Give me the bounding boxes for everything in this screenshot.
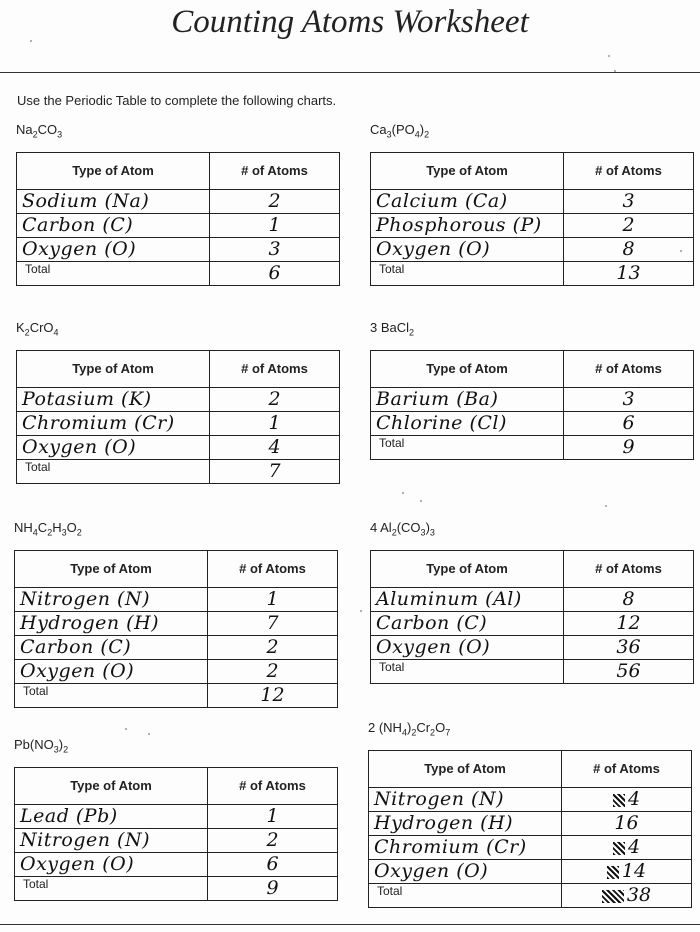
table-row [369,835,692,859]
total-label: Total [17,459,210,483]
atom-name-cell: Calcium (Ca) [371,189,564,213]
table-row [17,435,340,459]
atom-name-cell: Oxygen (O) [369,859,562,883]
total-label: Total [371,659,564,683]
table-row [371,189,694,213]
atom-name-cell: Oxygen (O) [15,659,208,683]
chemical-formula: $K_2CrO_4$ [16,320,59,338]
atom-count-cell: 2 [208,659,338,683]
scribble-mark [613,794,625,807]
atom-count-table [370,152,694,286]
atom-count-cell: 8 [564,237,694,261]
atom-count-cell: 2 [208,828,338,852]
atom-name-cell: Carbon (C) [17,213,210,237]
total-label: Total [15,683,208,707]
table-row [371,237,694,261]
atom-name-cell: Hydrogen (H) [369,811,562,835]
total-row [371,261,694,285]
header-number-of-atoms: # of Atoms [210,152,340,189]
scan-speckle [360,610,362,612]
total-label: Total [17,261,210,285]
header-number-of-atoms: # of Atoms [208,767,338,804]
table-row [369,811,692,835]
table-row [371,411,694,435]
header-number-of-atoms: # of Atoms [564,350,694,387]
atom-count-cell: 3 [564,189,694,213]
atom-name-cell: Lead (Pb) [15,804,208,828]
scribble-mark [602,890,624,903]
chemical-formula: 3 BaCl$_2$ [370,320,415,338]
total-row [17,459,340,483]
total-label: Total [371,435,564,459]
table-row [371,587,694,611]
atom-count-cell: 1 [210,411,340,435]
total-row [371,659,694,683]
atom-count-table [14,767,338,901]
atom-name-cell: Oxygen (O) [371,237,564,261]
atom-count-table [16,152,340,286]
atom-count-cell: 1 [208,587,338,611]
atom-count-cell: 3 [210,237,340,261]
atom-name-cell: Oxygen (O) [15,852,208,876]
table-row [17,387,340,411]
atom-table-block [16,122,340,286]
bottom-divider [0,924,700,925]
atom-name-cell: Oxygen (O) [17,237,210,261]
scan-speckle [125,728,127,730]
atom-count-cell: 6 [208,852,338,876]
atom-count-cell: 6 [564,411,694,435]
atom-table-block [14,737,338,901]
table-row [17,411,340,435]
atom-name-cell: Chlorine (Cl) [371,411,564,435]
scan-speckle [680,250,682,252]
scan-speckle [605,505,607,507]
atom-count-cell: 4 [210,435,340,459]
table-row [15,611,338,635]
atom-count-cell: 36 [564,635,694,659]
scan-speckle [402,492,404,494]
atom-count-cell: 2 [208,635,338,659]
atom-name-cell: Sodium (Na) [17,189,210,213]
chemical-formula: $NH_4C_2H_3O_2$ [14,520,82,538]
title-divider [0,72,700,73]
atom-count-cell: 2 [564,213,694,237]
total-value: 12 [208,683,338,707]
atom-count-cell: 12 [564,611,694,635]
atom-count-table [370,350,694,460]
table-row [17,213,340,237]
table-row [369,787,692,811]
total-row [369,883,692,907]
table-row [371,611,694,635]
atom-name-cell: Chromium (Cr) [17,411,210,435]
table-row [371,387,694,411]
total-label: Total [371,261,564,285]
atom-count-table [370,550,694,684]
total-row [371,435,694,459]
header-number-of-atoms: # of Atoms [208,550,338,587]
atom-count-cell: 14 [562,859,692,883]
chemical-formula: 2 $(NH_4)_2Cr_2O_7$ [368,720,451,738]
chemical-formula: $Na_2CO_3$ [16,122,63,140]
table-row [369,859,692,883]
total-row [17,261,340,285]
scan-speckle [30,40,32,42]
total-value: 9 [564,435,694,459]
atom-name-cell: Carbon (C) [371,611,564,635]
header-number-of-atoms: # of Atoms [564,550,694,587]
atom-name-cell: Nitrogen (N) [15,828,208,852]
atom-count-table [16,350,340,484]
total-row [15,683,338,707]
atom-count-cell: 8 [564,587,694,611]
chemical-formula: $Ca_3(PO_4)_2$ [370,122,430,140]
header-type-of-atom: Type of Atom [371,350,564,387]
atom-table-block [370,520,694,684]
atom-count-cell: 3 [564,387,694,411]
atom-table-block [368,720,692,908]
atom-count-cell: 7 [208,611,338,635]
table-row [15,587,338,611]
total-value: 38 [562,883,692,907]
header-number-of-atoms: # of Atoms [210,350,340,387]
scan-speckle [608,55,610,57]
atom-table-block [16,320,340,484]
scribble-mark [613,842,625,855]
scan-speckle [148,733,150,735]
table-row [15,828,338,852]
atom-name-cell: Chromium (Cr) [369,835,562,859]
scan-speckle [614,70,616,72]
total-value: 13 [564,261,694,285]
header-type-of-atom: Type of Atom [371,550,564,587]
instructions-text: Use the Periodic Table to complete the following charts. [17,93,337,108]
table-row [371,213,694,237]
atom-count-cell: 16 [562,811,692,835]
table-row [17,237,340,261]
atom-name-cell: Nitrogen (N) [15,587,208,611]
atom-count-table [14,550,338,708]
total-label: Total [369,883,562,907]
header-type-of-atom: Type of Atom [369,750,562,787]
atom-count-cell: 2 [210,387,340,411]
header-type-of-atom: Type of Atom [15,550,208,587]
atom-name-cell: Potasium (K) [17,387,210,411]
total-value: 7 [210,459,340,483]
total-value: 9 [208,876,338,900]
atom-count-cell: 1 [210,213,340,237]
total-value: 56 [564,659,694,683]
atom-count-cell: 4 [562,787,692,811]
atom-table-block [370,320,694,460]
chemical-formula: $Pb(NO_3)_2$ [14,737,69,755]
table-row [371,635,694,659]
atom-count-table [368,750,692,908]
atom-name-cell: Barium (Ba) [371,387,564,411]
worksheet-title: Counting Atoms Worksheet [171,4,529,40]
atom-count-cell: 2 [210,189,340,213]
total-row [15,876,338,900]
atom-name-cell: Oxygen (O) [17,435,210,459]
table-row [15,635,338,659]
atom-table-block [370,122,694,286]
total-value: 6 [210,261,340,285]
table-row [15,659,338,683]
atom-name-cell: Carbon (C) [15,635,208,659]
atom-name-cell: Nitrogen (N) [369,787,562,811]
total-label: Total [15,876,208,900]
header-type-of-atom: Type of Atom [15,767,208,804]
atom-name-cell: Hydrogen (H) [15,611,208,635]
atom-count-cell: 1 [208,804,338,828]
header-type-of-atom: Type of Atom [371,152,564,189]
atom-count-cell: 4 [562,835,692,859]
scan-speckle [420,500,422,502]
atom-name-cell: Aluminum (Al) [371,587,564,611]
chemical-formula: 4 $Al_2(CO_3)_3$ [370,520,435,538]
header-type-of-atom: Type of Atom [17,350,210,387]
header-number-of-atoms: # of Atoms [562,750,692,787]
header-number-of-atoms: # of Atoms [564,152,694,189]
scribble-mark [607,866,619,879]
table-row [17,189,340,213]
table-row [15,852,338,876]
atom-name-cell: Phosphorous (P) [371,213,564,237]
header-type-of-atom: Type of Atom [17,152,210,189]
atom-name-cell: Oxygen (O) [371,635,564,659]
table-row [15,804,338,828]
atom-table-block [14,520,338,708]
